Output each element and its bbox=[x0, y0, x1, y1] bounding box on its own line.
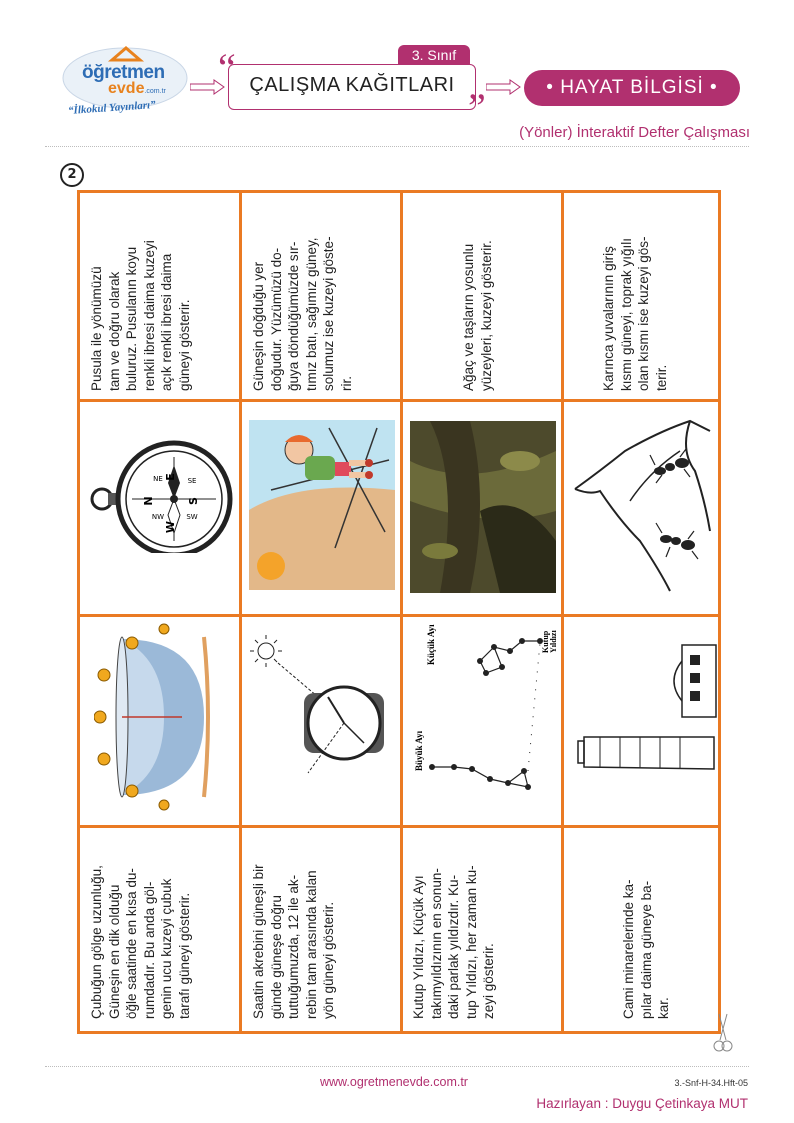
subject-pill: • HAYAT BİLGİSİ • bbox=[524, 70, 740, 106]
worksheet-title-box bbox=[228, 64, 476, 110]
header-divider bbox=[45, 146, 749, 147]
foldable-grid bbox=[77, 190, 721, 1034]
column-1-top-text: Pusula ile yönümüzü tam ve doğru olarak buluruz. Pusulanın koyu renkli ibresi daima kuzeyi açık renkli ibresi daima güneyi gösterir. bbox=[89, 240, 192, 391]
column-3-bottom-text: Kutup Yıldızı, Küçük Ayı takımyıldızının en sonun- daki parlak yıldızdır. Ku- tup Yıldızı, her zaman ku- zeyi gösterir. bbox=[411, 865, 496, 1019]
grid-line bbox=[561, 193, 564, 1031]
grid-line bbox=[239, 193, 242, 1031]
constellation-illustration bbox=[410, 621, 558, 817]
author-credit: Hazırlayan : Duygu Çetinkaya MUT bbox=[536, 1096, 748, 1111]
grade-badge: 3. Sınıf bbox=[398, 45, 470, 65]
column-4-top-text: Karınca yuvalarının giriş kısmı güneyi, toprak yığılı olan kısmı ise kuzeyi gös- terir. bbox=[601, 236, 669, 391]
column-2-bottom-text: Saatin akrebini güneşli bir günde güneşe doğru tuttuğumuzda, 12 ile ak- rebin tam arasında kalan yön güneyi gösterir. bbox=[251, 864, 336, 1019]
compass-letter-n: N bbox=[142, 496, 155, 506]
scissors-icon bbox=[713, 1012, 733, 1054]
document-code: 3.-Snf-H-34.Hft-05 bbox=[674, 1078, 748, 1088]
worksheet-title: ÇALIŞMA KAĞITLARI bbox=[249, 74, 455, 96]
publisher-logo bbox=[60, 42, 190, 128]
column-2-top-text: Güneşin doğduğu yer doğudur. Yüzümüzü do- ğuya döndüğümüzde sır- tımız batı, sağımız güney, solumuz ise kuzeyi göste- rir. bbox=[251, 236, 354, 391]
footer-divider bbox=[45, 1066, 749, 1067]
compass-letter-ne: NE bbox=[153, 475, 163, 483]
label-kucuk-ayi: Küçük Ayı bbox=[426, 624, 436, 665]
question-number: 2 bbox=[60, 163, 84, 187]
compass-illustration bbox=[88, 413, 234, 553]
label-kutup: Kutup bbox=[541, 630, 550, 653]
compass-letter-w: W bbox=[164, 520, 177, 534]
mossy-tree-photo bbox=[410, 421, 556, 593]
sunrise-directions-illustration bbox=[249, 420, 395, 590]
grid-line bbox=[80, 399, 718, 402]
compass-letter-se: SE bbox=[187, 477, 197, 485]
logo-text-top: öğretmen bbox=[82, 62, 165, 83]
grid-line bbox=[400, 193, 403, 1031]
grid-line bbox=[80, 614, 718, 617]
label-yildizi: Yıldızı bbox=[549, 630, 558, 653]
compass-letter-s: S bbox=[187, 497, 200, 505]
column-4-bottom-text: Cami minarelerinde ka- pılar daima güneye ba- kar. bbox=[621, 879, 671, 1019]
logo-text-bottom: evde.com.tr bbox=[108, 80, 166, 97]
header-arrow-right bbox=[486, 79, 522, 95]
compass-letter-sw: SW bbox=[186, 513, 198, 521]
worksheet-subtitle: (Yönler) İnteraktif Defter Çalışması bbox=[519, 124, 750, 141]
website-link[interactable]: www.ogretmenevde.com.tr bbox=[320, 1075, 468, 1089]
column-3-top-text: Ağaç ve taşların yosunlu yüzeyleri, kuzeyi gösterir. bbox=[461, 240, 494, 391]
watch-sun-illustration bbox=[248, 633, 396, 809]
compass-letter-e: E bbox=[164, 473, 177, 481]
open-quote-mark: “ bbox=[218, 45, 236, 90]
column-1-bottom-text: Çubuğun gölge uzunluğu, Güneşin en dik olduğu öğle saatinde en kısa du- rumdadır. Bu anda göl- genin ucu kuzeyi çubuk tarafı güneyi gösterir. bbox=[89, 865, 192, 1019]
logo-tagline: “İlkokul Yayınları” bbox=[67, 98, 157, 118]
compass-letter-nw: NW bbox=[151, 513, 165, 521]
label-buyuk-ayi: Büyük Ayı bbox=[414, 730, 424, 771]
minaret-illustration bbox=[570, 641, 718, 791]
anthill-illustration bbox=[570, 411, 716, 601]
sundial-shadow-illustration bbox=[94, 619, 234, 815]
close-quote-mark: ” bbox=[468, 85, 486, 130]
